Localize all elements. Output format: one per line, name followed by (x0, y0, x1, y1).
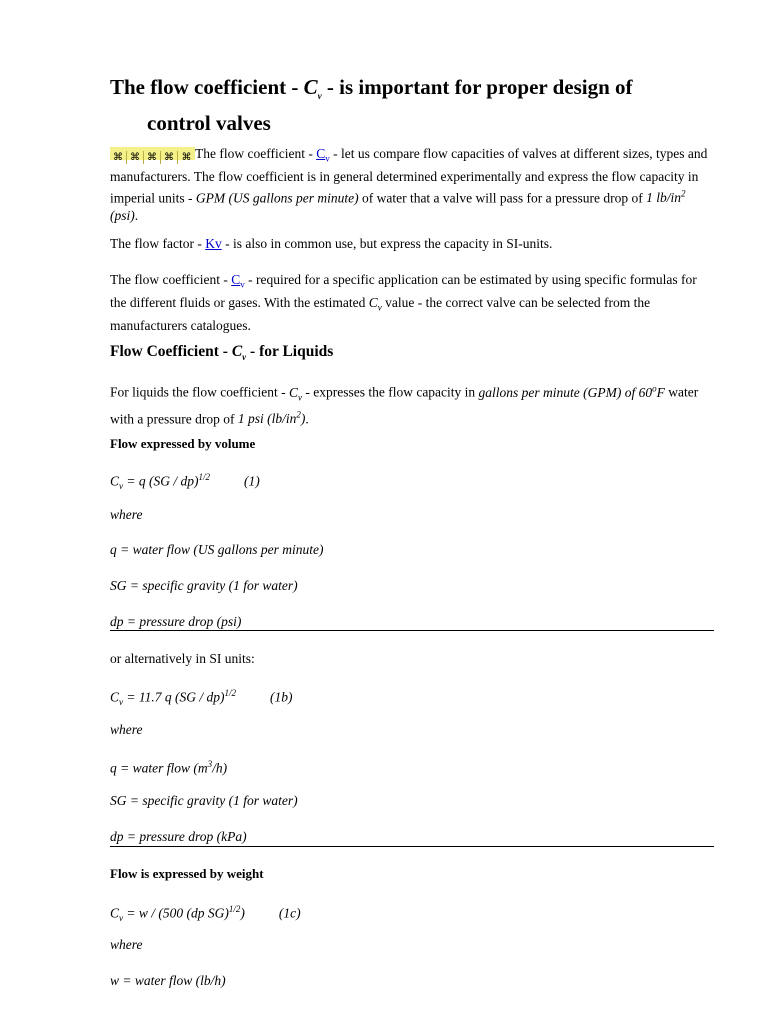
dp-definition: dp = pressure drop (psi) (110, 614, 242, 629)
dp-definition-si: dp = pressure drop (kPa) (110, 829, 247, 844)
intro-paragraph: ⌘ ⌘ ⌘ ⌘ ⌘ The flow coefficient - $C_v$ - let us compare flow capacities of valves at different sizes, types and manufacturers. The flow coefficient is in general determined experimentally and express the flow capacity in imperial units - GPM (US gallons per minute) of water that a valve will pass for a pressure drop of 1 $lb/in^2$ (psi). (110, 146, 708, 223)
liquids-intro-paragraph: For liquids the flow coefficient - $C_v$ - expresses the flow capacity in gallons per minute (GPM) of 60$^o$F water with a pressure drop of 1 psi $(lb/in^2)$. (110, 383, 699, 427)
where-label: where (110, 937, 143, 952)
si-units-label: or alternatively in SI units: (110, 651, 255, 666)
equation-1b: $C_v = 11.7$ q (SG / dp)$^{1/2}$ (1b) (110, 688, 293, 708)
equation-1c: $C_v = w / (500$ (dp SG)$^{1/2}$) (1c) (110, 904, 301, 924)
sg-definition: SG = specific gravity (1 for water) (110, 578, 298, 593)
cv-link-2[interactable]: $C_v$ (231, 272, 245, 290)
equation-1b-number: (1b) (270, 689, 293, 705)
divider (110, 846, 714, 847)
title-text-2: - is important for proper design of (321, 75, 633, 99)
liquids-heading: Flow Coefficient - $C_v$ - for Liquids (110, 343, 334, 363)
volume-heading: Flow expressed by volume (110, 436, 256, 451)
where-label: where (110, 722, 143, 737)
q-definition: q = water flow (US gallons per minute) (110, 542, 324, 557)
w-definition: w = water flow (lb/h) (110, 973, 226, 988)
title-cv-sub: v (317, 91, 322, 102)
title-text: The flow coefficient - (110, 75, 304, 99)
bookmark-icon[interactable]: ⌘ (144, 151, 161, 164)
cv-link[interactable]: $C_v$ (316, 146, 330, 164)
page-title (110, 74, 714, 137)
required-paragraph: The flow coefficient - $C_v$ - required for a specific application can be estimated by using specific formulas for the different fluids or gases. With the estimated $C_v$ value - the correct valve can be selected from the manufacturers catalogues. (110, 272, 697, 334)
where-label: where (110, 507, 143, 522)
q-definition-si: q = water flow $(m^3/h)$ (110, 759, 228, 776)
title-cv: C (303, 75, 318, 99)
bookmark-icon[interactable]: ⌘ (110, 151, 127, 164)
title-line-2: control valves (147, 111, 271, 136)
weight-heading: Flow is expressed by weight (110, 866, 264, 881)
bookmark-icon[interactable]: ⌘ (161, 151, 178, 164)
bookmark-icon[interactable]: ⌘ (127, 151, 144, 164)
bookmark-icon[interactable]: ⌘ (181, 152, 192, 163)
equation-1: $C_v = q$ (SG / dp)$^{1/2}$ (1) (110, 472, 260, 492)
divider (110, 630, 714, 631)
flow-factor-paragraph: The flow factor - Kv - is also in common use, but express the capacity in SI-units. (110, 236, 553, 251)
equation-1c-number: (1c) (278, 905, 301, 921)
bookmark-toolbar[interactable] (110, 147, 195, 163)
kv-link[interactable]: Kv (205, 236, 222, 251)
equation-1-number: (1) (244, 473, 260, 489)
sg-definition: SG = specific gravity (1 for water) (110, 793, 298, 808)
